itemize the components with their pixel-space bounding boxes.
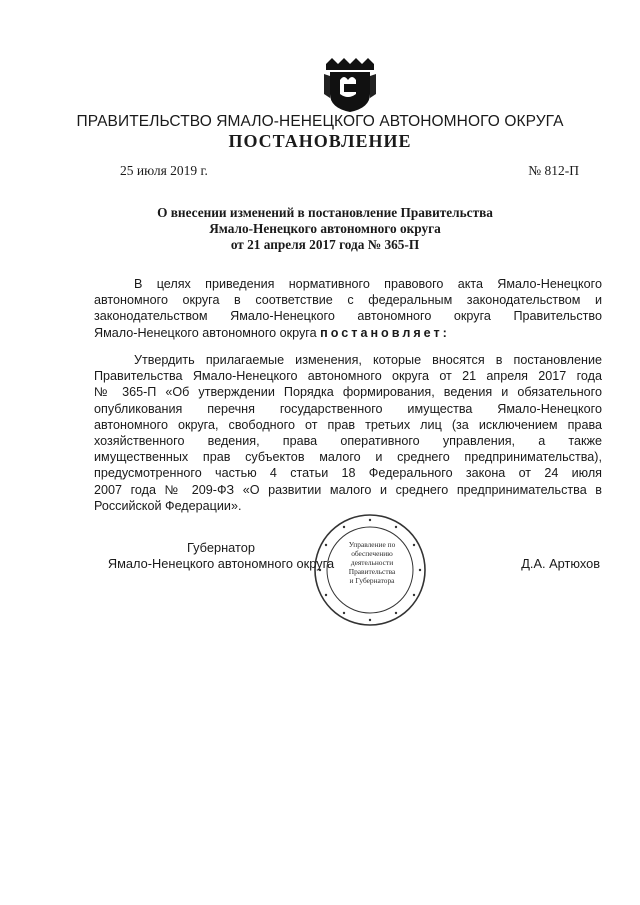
text-line: 2007 года № 209-ФЗ «О развитии малого и среднего предпринимательства в: [94, 482, 602, 497]
text-line: Правительства Ямало-Ненецкого автономного округа от 21 апреля 2017 года: [94, 369, 602, 384]
text-line: № 365-П «Об утверждении Порядка формирования, ведения и обязательного: [94, 385, 602, 400]
text-line: В целях приведения нормативного правового акта Ямало-Ненецкого: [134, 277, 602, 291]
stamp-line: деятельности: [350, 558, 394, 567]
text-line: [94, 325, 602, 341]
signatory-title: [94, 540, 348, 572]
subject-line: Ямало-Ненецкого автономного округа: [209, 221, 441, 236]
document-number: № 812-П: [528, 163, 579, 178]
text-fragment: Ямало-Ненецкого автономного округа: [94, 325, 317, 340]
signatory-title-line: Губернатор: [187, 540, 255, 555]
stamp-line: и Губернатора: [349, 576, 395, 585]
stamp-line: Правительства: [348, 567, 396, 576]
text-line: хозяйственного ведения, права оперативного управления, а также: [94, 434, 602, 449]
text-line: Российской Федерации».: [94, 498, 242, 513]
stamp-line: обеспечению: [351, 549, 393, 558]
subject-line: О внесении изменений в постановление Правительства: [157, 205, 493, 220]
document-date: 25 июля 2019 г.: [120, 163, 208, 178]
text-line: автономного округа, свободного от прав третьих лиц (за исключением права: [94, 417, 602, 432]
text-line: имущественных прав субъектов малого и среднего предпринимательства),: [94, 450, 602, 465]
signatory-title-line: Ямало-Ненецкого автономного округа: [107, 556, 335, 571]
subject-line: от 21 апреля 2017 года № 365-П: [230, 237, 420, 252]
signatory-name: Д.А. Артюхов: [521, 556, 600, 571]
text-line: предусмотренного частью 4 статьи 18 Федерального закона от 24 июля: [94, 466, 602, 481]
stamp-line: Управление по: [348, 540, 396, 549]
paragraph-resolution: [94, 352, 602, 514]
text-line: опубликования перечня государственного имущества Ямало-Ненецкого: [94, 401, 602, 416]
text-line: автономного округа в соответствие с федеральным законодательством и: [94, 293, 602, 308]
stamp-text: [341, 540, 403, 585]
coat-of-arms-icon: [322, 54, 378, 114]
text-line: законодательством Ямало-Ненецкого автономного округа Правительство: [94, 309, 602, 324]
government-name: ПРАВИТЕЛЬСТВО ЯМАЛО-НЕНЕЦКОГО АВТОНОМНОГО ОКРУГА: [76, 113, 564, 130]
document-type-title: ПОСТАНОВЛЕНИЕ: [228, 131, 412, 151]
paragraph-preamble: [94, 276, 602, 341]
resolves-word: постановляет:: [320, 325, 450, 340]
document-subject: [100, 205, 550, 253]
text-line: Утвердить прилагаемые изменения, которые вносятся в постановление: [134, 353, 602, 367]
